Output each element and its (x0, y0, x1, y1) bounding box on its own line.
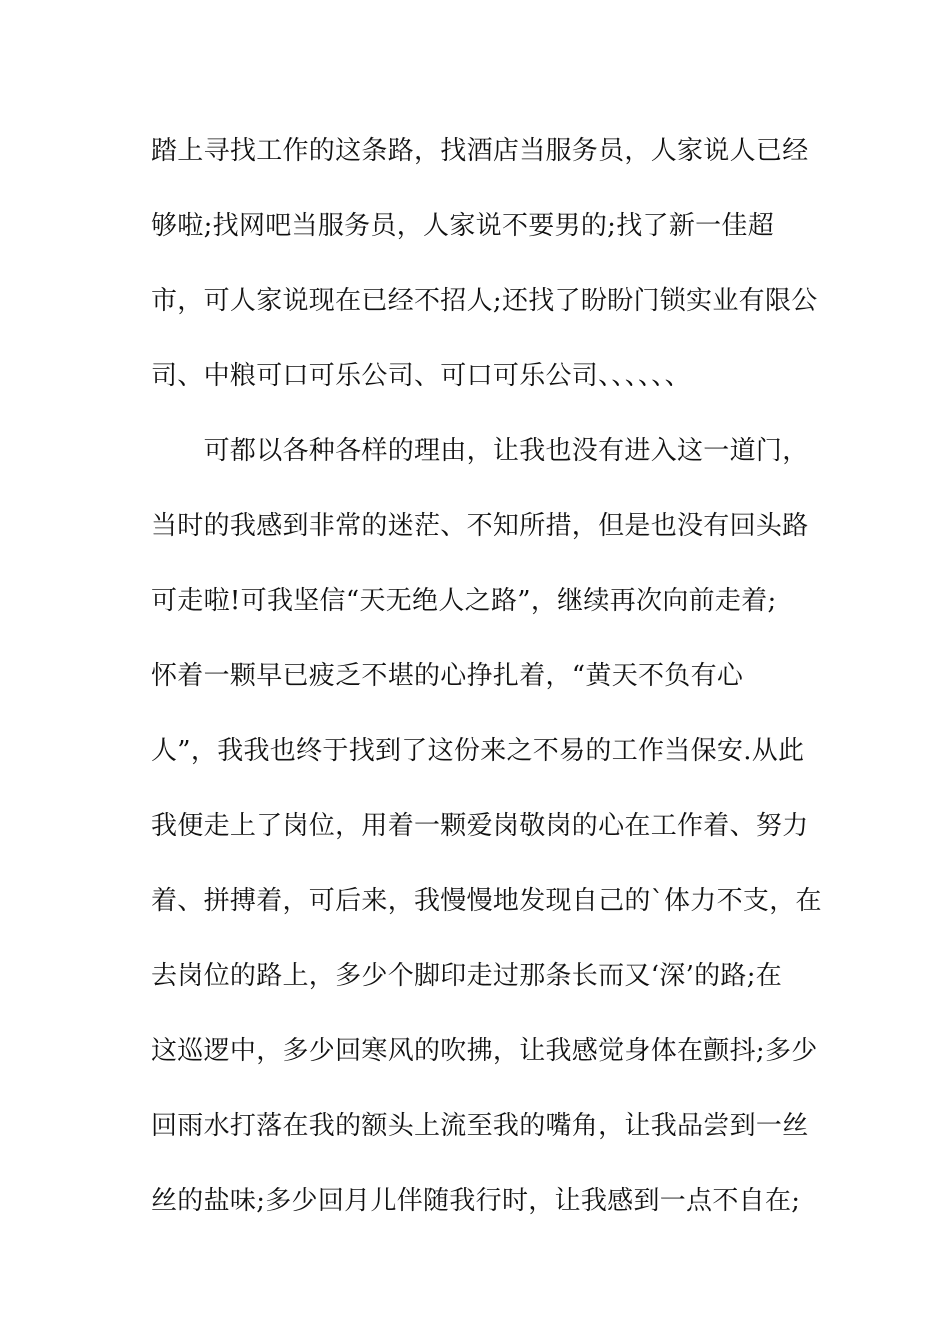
text-line: 够啦;找网吧当服务员，人家说不要男的;找了新一佳超 (151, 211, 775, 241)
text-line: 我便走上了岗位，用着一颗爱岗敬岗的心在工作着、努力 (151, 811, 809, 841)
text-line: 可走啦!可我坚信“天无绝人之路”，继续再次向前走着; (151, 586, 777, 616)
text-line: 人”，我我也终于找到了这份来之不易的工作当保安.从此 (151, 736, 805, 766)
paragraph-first-line: 可都以各种各样的理由，让我也没有进入这一道门， (151, 436, 809, 466)
text-line: 回雨水打落在我的额头上流至我的嘴角，让我品尝到一丝 (151, 1111, 809, 1141)
text-line: 去岗位的路上，多少个脚印走过那条长而又‘深’的路;在 (151, 961, 783, 991)
text-line: 市，可人家说现在已经不招人;还找了盼盼门锁实业有限公 (151, 286, 818, 316)
text-line: 这巡逻中，多少回寒风的吹拂，让我感觉身体在颤抖;多少 (151, 1036, 818, 1066)
text-line: 着、拼搏着，可后来，我慢慢地发现自己的`体力不支，在 (151, 886, 822, 916)
text-line: 丝的盐味;多少回月儿伴随我行时，让我感到一点不自在; (151, 1186, 801, 1216)
text-line: 怀着一颗早已疲乏不堪的心挣扎着，“黄天不负有心 (151, 661, 744, 691)
text-line: 踏上寻找工作的这条路，找酒店当服务员，人家说人已经 (151, 136, 809, 166)
text-line: 司、中粮可口可乐公司、可口可乐公司、、、、、、 (151, 361, 691, 391)
text-line: 当时的我感到非常的迷茫、不知所措，但是也没有回头路 (151, 511, 809, 541)
